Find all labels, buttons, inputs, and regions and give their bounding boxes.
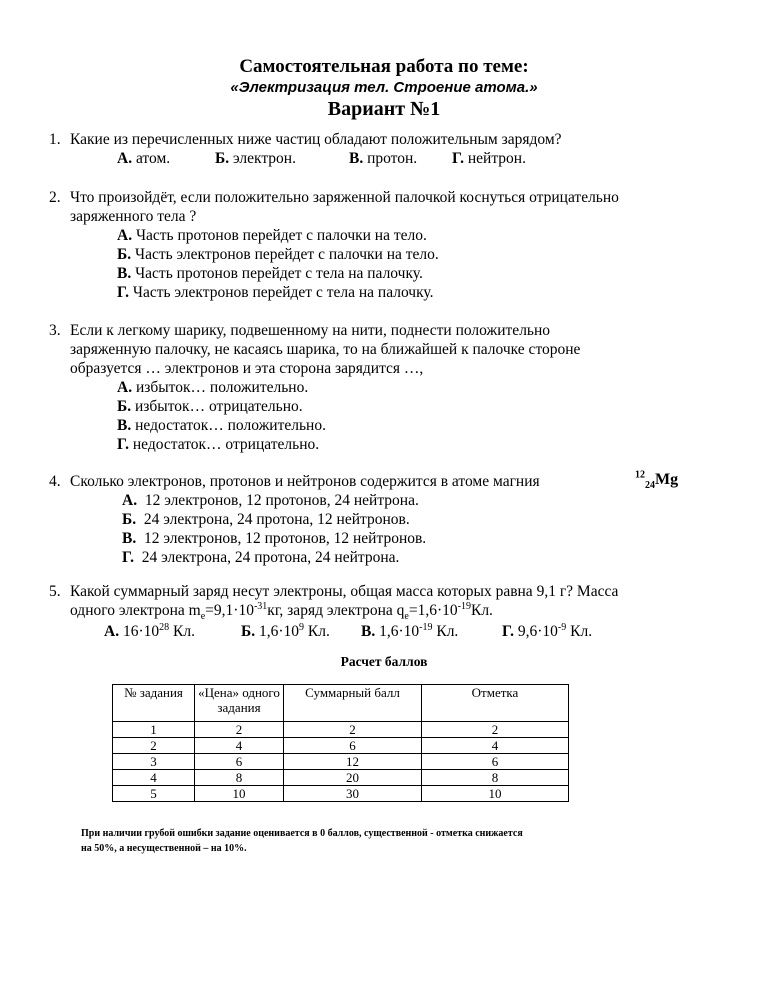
answer-option-g: Г. нейтрон. [452, 150, 526, 167]
magnesium-isotope: $^{12}_{24}$Mg [635, 469, 679, 492]
question-number: 1. [49, 131, 61, 148]
scoring-table [112, 684, 569, 802]
table-cell: 2 [113, 738, 195, 754]
grading-note [81, 826, 701, 856]
table-cell: 4 [113, 770, 195, 786]
answer-option-v: В. недостаток… положительно. [117, 417, 326, 434]
question-text: Сколько электронов, протонов и нейтронов содержится в атоме магния [70, 473, 540, 490]
answer-option-a: А. атом. [117, 150, 171, 167]
table-row [113, 722, 569, 738]
answer-option-g: Г. 24 электрона, 24 протона, 24 нейтрона. [122, 549, 400, 566]
answer-option-g: Г. $9,6\cdot 10^{-9}$ Кл. [502, 621, 593, 640]
answer-option-a: А. $16\cdot 10^{28}$ Кл. [104, 621, 195, 640]
answer-option-a: А. 12 электронов, 12 протонов, 24 нейтрона. [122, 492, 419, 509]
table-cell: 4 [195, 738, 284, 754]
answer-option-b: Б. 24 электрона, 24 протона, 12 нейтронов. [122, 511, 410, 528]
column-header-task-price: «Цена» одного задания [195, 685, 284, 722]
answer-option-b: Б. электрон. [215, 150, 296, 167]
question-number: 5. [49, 583, 61, 600]
column-header-total-score: Суммарный балл [284, 685, 422, 722]
variant-heading: Вариант №1 [327, 98, 441, 120]
table-cell: 8 [195, 770, 284, 786]
answer-option-g: Г. недостаток… отрицательно. [117, 436, 320, 453]
question-number: 3. [49, 322, 61, 339]
answer-option-g: Г. Часть электронов перейдет с тела на палочку. [117, 284, 434, 301]
question-text-line-2: заряженную палочку, не касаясь шарика, то на ближайшей к палочке стороне [70, 341, 581, 358]
column-header-task-number: № задания [113, 685, 195, 722]
question-text-line-2: одного электрона $m_e=9,1\cdot 10^{-31}кг$, заряд электрона $q_e=1,6\cdot 10^{-19}Кл$. [70, 600, 493, 623]
table-row [113, 786, 569, 802]
answer-option-v: В. 12 электронов, 12 протонов, 12 нейтронов. [122, 530, 427, 547]
page-subtitle: «Электризация тел. Строение атома.» [230, 79, 538, 96]
question-text-line-1: Какой суммарный заряд несут электроны, общая масса которых равна 9,1 г? Масса [70, 583, 619, 600]
question-text-line-1: Что произойдёт, если положительно заряженной палочкой коснуться отрицательно [70, 189, 619, 206]
scoring-table-title: Расчет баллов [340, 654, 428, 669]
answer-option-a: А. избыток… положительно. [117, 379, 309, 396]
question-text-line-1: Если к легкому шарику, подвешенному на нити, поднести положительно [70, 322, 551, 339]
table-cell: 10 [422, 786, 569, 802]
table-cell: 8 [422, 770, 569, 786]
page-title: Самостоятельная работа по теме: [239, 56, 529, 77]
question-number: 2. [49, 189, 61, 206]
answer-option-b: Б. избыток… отрицательно. [117, 398, 303, 415]
table-cell: 12 [284, 754, 422, 770]
grading-note-line-1: При наличии грубой ошибки задание оценивается в 0 баллов, существенной - отметка снижается [81, 828, 523, 839]
table-cell: 20 [284, 770, 422, 786]
answer-option-v: В. $1,6\cdot 10^{-19}$ Кл. [361, 621, 459, 640]
question-number: 4. [49, 473, 61, 490]
table-cell: 30 [284, 786, 422, 802]
table-row [113, 754, 569, 770]
table-cell: 3 [113, 754, 195, 770]
answer-option-b: Б. Часть электронов перейдет с палочки на тело. [117, 246, 439, 263]
table-row [113, 738, 569, 754]
answer-option-b: Б. $1,6\cdot 10^9$ Кл. [241, 621, 330, 640]
table-cell: 5 [113, 786, 195, 802]
table-cell: 4 [422, 738, 569, 754]
table-header-row [113, 685, 569, 722]
table-cell: 2 [195, 722, 284, 738]
table-row [113, 770, 569, 786]
table-cell: 6 [422, 754, 569, 770]
answer-option-a: А. Часть протонов перейдет с палочки на тело. [117, 227, 427, 244]
table-cell: 2 [284, 722, 422, 738]
answer-option-v: В. Часть протонов перейдет с тела на палочку. [117, 265, 423, 282]
question-text-line-3: образуется … электронов и эта сторона зарядится …, [70, 360, 424, 377]
table-cell: 10 [195, 786, 284, 802]
grading-note-line-2: на 50%, а несущественной – на 10%. [81, 843, 247, 854]
table-cell: 2 [422, 722, 569, 738]
table-cell: 1 [113, 722, 195, 738]
question-text: Какие из перечисленных ниже частиц обладают положительным зарядом? [70, 131, 562, 148]
answer-option-v: В. протон. [349, 150, 418, 167]
table-cell: 6 [284, 738, 422, 754]
table-cell: 6 [195, 754, 284, 770]
column-header-grade: Отметка [422, 685, 569, 722]
question-text-line-2: заряженного тела ? [70, 208, 197, 225]
